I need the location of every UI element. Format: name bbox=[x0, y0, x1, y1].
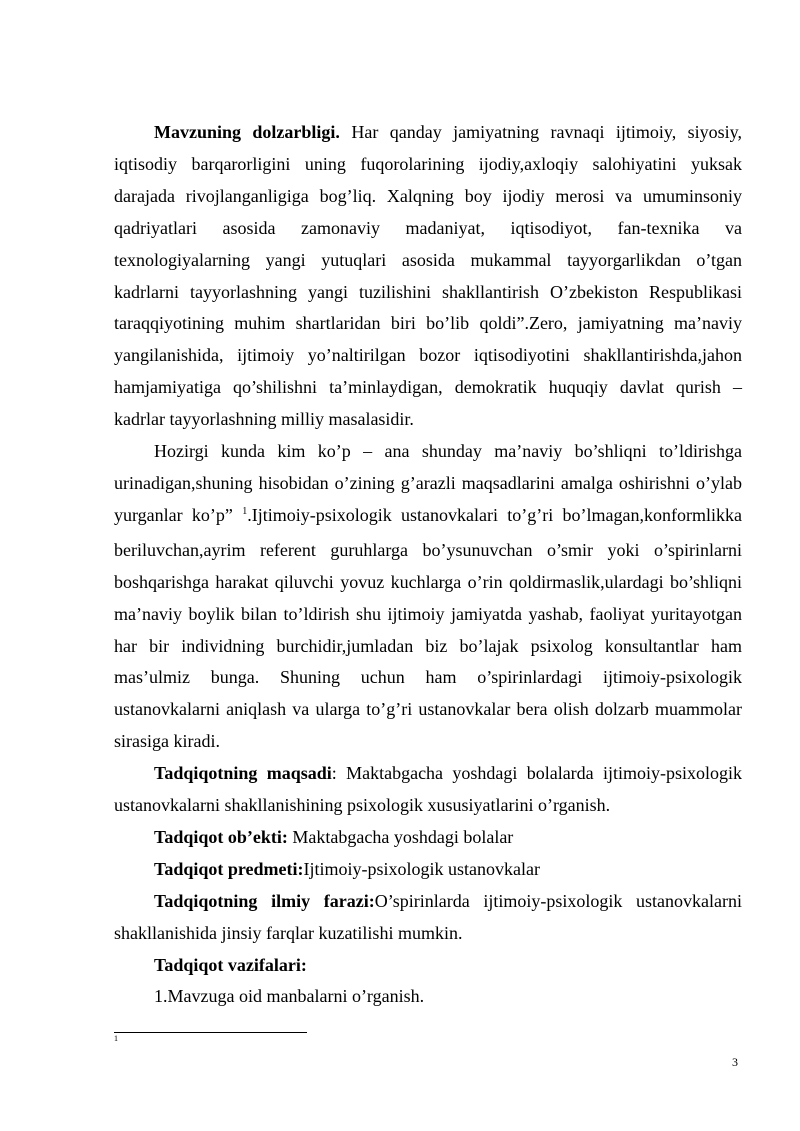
paragraph-tasks bbox=[114, 950, 742, 982]
footnote-marker: 1 bbox=[114, 1034, 118, 1043]
goal-heading: Tadqiqotning maqsadi bbox=[154, 763, 332, 784]
hypothesis-text: O’spirinlarda ijtimoiy-psixologik ustanovkalarni shakllanishida jinsiy farqlar kuzatilishi mumkin. bbox=[114, 890, 743, 943]
subject-heading: Tadqiqot predmeti: bbox=[154, 858, 304, 879]
footnote-separator bbox=[114, 1032, 307, 1033]
today-text-before: Hozirgi kunda kim ko’p – ana shunday ma’naviy bo’shliqni to’ldirishga urinadigan,shuning hisobidan o’zining g’arazli maqsadlarini amalga oshirishni o’ylab yurganlar ko’p” bbox=[114, 441, 742, 525]
footnote-reference[interactable]: 1 bbox=[242, 505, 248, 517]
paragraph-goal bbox=[114, 758, 742, 822]
subject-text: Ijtimoiy-psixologik ustanovkalar bbox=[303, 858, 541, 879]
today-text-after: .Ijtimoiy-psixologik ustanovkalari to’g’ri bo’lmagan,konformlikka beriluvchan,ayrim referent guruhlarga bo’ysunuvchan o’smir yoki o’spirinlarni boshqarishga harakat qiluvchi yovuz kuchlarga o’rin qoldirmaslik,ulardagi bo’shliqni ma’naviy boylik bilan to’ldirish shu ijtimoiy jamiyatda yashab, faoliyat yuritayotgan har bir individning burchidir,jumladan biz bo’lajak psixolog konsultantlar ham mas’ulmiz bunga. Shuning uchun ham o’spirinlardagi ijtimoiy-psixologik ustanovkalarni aniqlash va ularga to’g’ri ustanovkalar bera olish dolzarb muammolar sirasiga kiradi. bbox=[114, 504, 742, 752]
relevance-heading: Mavzuning dolzarbligi. bbox=[154, 122, 340, 142]
page-number: 3 bbox=[732, 1055, 738, 1069]
object-text: Maktabgacha yoshdagi bolalar bbox=[287, 826, 514, 847]
paragraph-hypothesis bbox=[114, 886, 742, 950]
document-body bbox=[114, 117, 742, 1013]
goal-text: : Maktabgacha yoshdagi bolalarda ijtimoiy-psixologik ustanovkalarni shakllanishining psixologik xususiyatlarini o’rganish. bbox=[114, 763, 742, 816]
paragraph-object bbox=[114, 822, 742, 854]
relevance-text: Har qanday jamiyatning ravnaqi ijtimoiy, siyosiy, iqtisodiy barqarorligini uning fuqorolarining ijodiy,axloqiy salohiyatini yuksak darajada rivojlanganligiga bog’liq. Xalqning boy ijodiy merosi va umuminsoniy qadriyatlari asosida zamonaviy madaniyat, iqtisodiyot, fan-texnika va texnologiyalarning yangi yutuqlari asosida mukammal tayyorgarlikdan o’tgan kadrlarni tayyorlashning yangi tuzilishini shakllantirish O’zbekiston Respublikasi taraqqiyotining muhim shartlaridan biri bo’lib qoldi”.Zero, jamiyatning ma’naviy yangilanishida, ijtimoiy yo’naltirilgan bozor iqtisodiyotini shakllantirishda,jahon hamjamiyatiga qo’shilishni ta’minlaydigan, demokratik huquqiy davlat qurish – kadrlar tayyorlashning milliy masalasidir. bbox=[114, 122, 742, 430]
tasks-heading: Tadqiqot vazifalari: bbox=[154, 954, 307, 975]
paragraph-today bbox=[114, 436, 742, 758]
paragraph-subject bbox=[114, 854, 742, 886]
object-heading: Tadqiqot ob’ekti: bbox=[154, 826, 288, 847]
paragraph-task-1 bbox=[114, 981, 742, 1013]
paragraph-relevance bbox=[114, 117, 742, 436]
hypothesis-heading: Tadqiqotning ilmiy farazi: bbox=[154, 890, 375, 911]
task-1-text: 1.Mavzuga oid manbalarni o’rganish. bbox=[154, 986, 425, 1007]
